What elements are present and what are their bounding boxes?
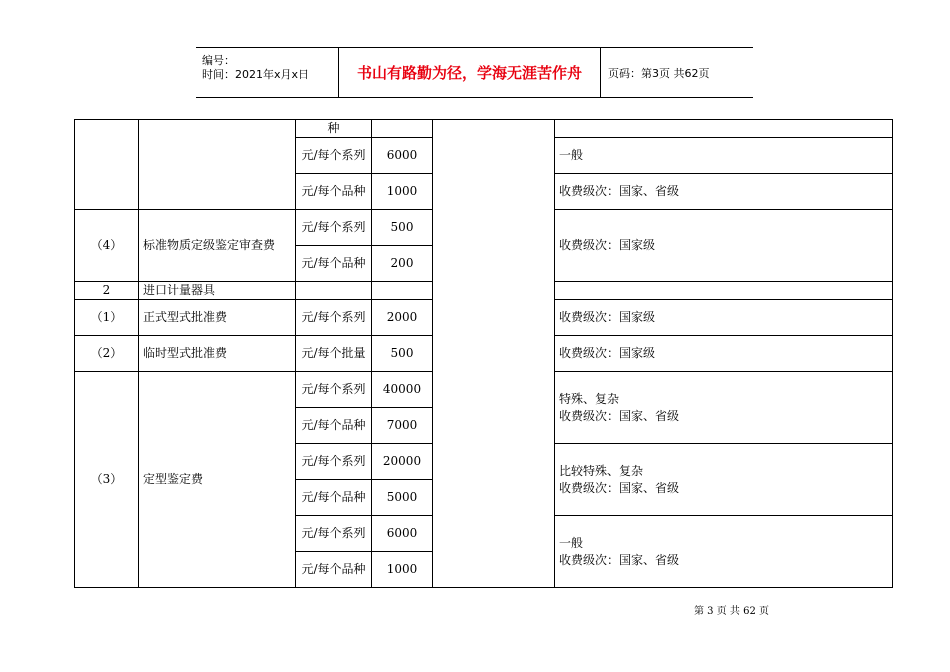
note-cell: 收费级次：国家、省级 xyxy=(555,174,893,210)
unit-cell: 元/每个品种 xyxy=(296,408,372,444)
page-label: 页码：第3页 共62页 xyxy=(608,66,710,80)
unit-cell: 元/每个系列 xyxy=(296,210,372,246)
motto-text: 书山有路勤为径，学海无涯苦作舟 xyxy=(339,48,601,97)
amount-cell: 20000 xyxy=(372,444,433,480)
item-number-cell: 2 xyxy=(75,282,139,300)
number-label: 编号： xyxy=(202,54,235,67)
unit-cell: 元/每个系列 xyxy=(296,300,372,336)
page-footer: 第 3 页 共 62 页 xyxy=(694,606,769,617)
amount-cell: 200 xyxy=(372,246,433,282)
unit-cell: 元/每个系列 xyxy=(296,372,372,408)
note-cell: 收费级次：国家级 xyxy=(555,300,893,336)
item-number-cell: （2） xyxy=(75,336,139,372)
item-name-cell: 进口计量器具 xyxy=(139,282,296,300)
unit-cell: 元/每个系列 xyxy=(296,444,372,480)
unit-cell xyxy=(296,282,372,300)
unit-cell: 元/每个品种 xyxy=(296,246,372,282)
table-row xyxy=(75,120,893,138)
unit-cell: 元/每个系列 xyxy=(296,516,372,552)
note-cell: 特殊、复杂 收费级次：国家、省级 xyxy=(555,372,893,444)
page-header xyxy=(196,47,753,98)
amount-cell: 500 xyxy=(372,210,433,246)
item-name-cell: 标准物质定级鉴定审查费 xyxy=(139,210,296,282)
unit-cell: 元/每个批量 xyxy=(296,336,372,372)
note-cell xyxy=(555,282,893,300)
amount-cell: 40000 xyxy=(372,372,433,408)
blank-column-cell xyxy=(433,120,555,588)
note-cell: 收费级次：国家级 xyxy=(555,336,893,372)
item-number-cell: （1） xyxy=(75,300,139,336)
amount-cell: 6000 xyxy=(372,516,433,552)
unit-cell: 种 xyxy=(296,120,372,138)
amount-cell: 6000 xyxy=(372,138,433,174)
amount-cell: 5000 xyxy=(372,480,433,516)
item-name-cell: 临时型式批准费 xyxy=(139,336,296,372)
item-number-cell: （4） xyxy=(75,210,139,282)
amount-cell: 500 xyxy=(372,336,433,372)
item-number-cell: （3） xyxy=(75,372,139,588)
time-label: 时间：2021年x月x日 xyxy=(202,68,310,81)
item-name-cell xyxy=(139,120,296,210)
amount-cell: 1000 xyxy=(372,174,433,210)
amount-cell xyxy=(372,120,433,138)
note-cell: 一般 xyxy=(555,138,893,174)
note-cell xyxy=(555,120,893,138)
unit-cell: 元/每个品种 xyxy=(296,174,372,210)
amount-cell: 2000 xyxy=(372,300,433,336)
note-cell: 比较特殊、复杂 收费级次：国家、省级 xyxy=(555,444,893,516)
unit-cell: 元/每个品种 xyxy=(296,480,372,516)
unit-cell: 元/每个系列 xyxy=(296,138,372,174)
header-meta-cell xyxy=(196,48,339,97)
amount-cell xyxy=(372,282,433,300)
fee-table xyxy=(74,119,893,588)
unit-cell: 元/每个品种 xyxy=(296,552,372,588)
note-cell: 收费级次：国家级 xyxy=(555,210,893,282)
amount-cell: 1000 xyxy=(372,552,433,588)
item-name-cell: 定型鉴定费 xyxy=(139,372,296,588)
note-cell: 一般 收费级次：国家、省级 xyxy=(555,516,893,588)
item-number-cell xyxy=(75,120,139,210)
amount-cell: 7000 xyxy=(372,408,433,444)
item-name-cell: 正式型式批准费 xyxy=(139,300,296,336)
